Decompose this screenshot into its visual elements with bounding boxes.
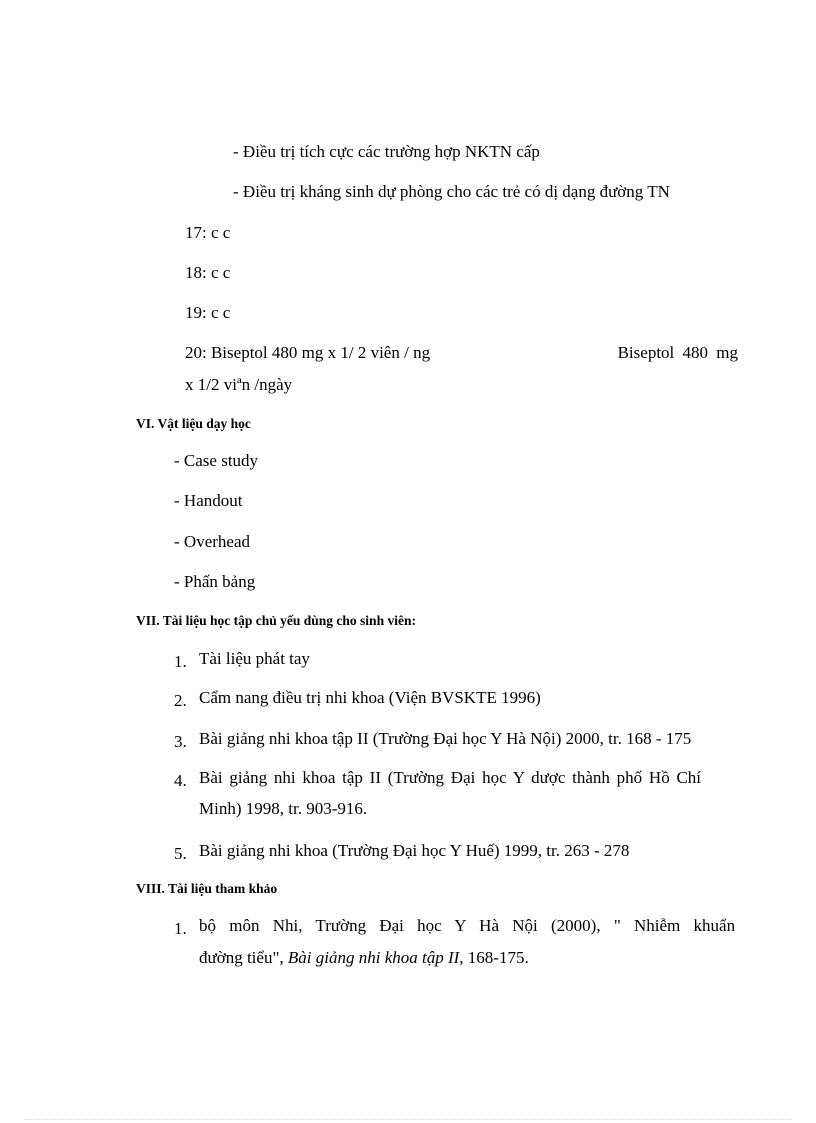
list-text: Bài giảng nhi khoa tập II (Trường Đại học Y dược thành phố Hồ Chí xyxy=(199,768,702,787)
list-number: 3. xyxy=(174,732,187,751)
section-8-item xyxy=(174,915,199,940)
answer-17: 17: c c xyxy=(185,223,231,242)
section-7-item xyxy=(174,648,310,673)
section-6-item: - Overhead xyxy=(174,532,250,551)
answer-20-left: 20: Biseptol 480 mg x 1/ 2 viên / ng xyxy=(185,343,431,362)
section-7-item xyxy=(174,687,541,712)
answer-20-row xyxy=(185,342,738,364)
list-text: Bài giảng nhi khoa (Trường Đại học Y Huế) 1999, tr. 263 - 278 xyxy=(199,841,630,860)
reference-line-2 xyxy=(199,947,529,969)
section-7-item xyxy=(174,728,691,753)
section-7-heading: VII. Tài liệu học tập chủ yếu dùng cho sinh viên: xyxy=(136,613,416,628)
answer-19: 19: c c xyxy=(185,303,231,322)
list-number: 1. xyxy=(174,652,187,671)
section-6-item: - Handout xyxy=(174,491,243,510)
reference-book-title: Bài giảng nhi khoa tập II xyxy=(287,948,460,967)
answer-18: 18: c c xyxy=(185,263,231,282)
reference-suffix: , 168-175. xyxy=(459,948,529,967)
section-7-item xyxy=(174,840,629,865)
treatment-line-2: - Điều trị kháng sinh dự phòng cho các trẻ có dị dạng đường TN xyxy=(233,182,670,201)
reference-line-1 xyxy=(199,915,738,937)
reference-prefix: đường tiểu", xyxy=(199,948,288,967)
page-bottom-divider xyxy=(24,1119,792,1120)
list-number: 2. xyxy=(174,691,187,710)
list-text: Cẩm nang điều trị nhi khoa (Viện BVSKTE 1996) xyxy=(199,688,541,707)
section-7-item-continuation: Minh) 1998, tr. 903-916. xyxy=(199,799,368,818)
section-6-item: - Case study xyxy=(174,451,259,470)
list-text: Bài giảng nhi khoa tập II (Trường Đại học Y Hà Nội) 2000, tr. 168 - 175 xyxy=(199,729,692,748)
list-number: 1. xyxy=(174,919,187,938)
reference-text: bộ môn Nhi, Trường Đại học Y Hà Nội (2000), " Nhiễm khuẩn xyxy=(199,916,736,935)
section-8-heading: VIII. Tài liệu tham khảo xyxy=(136,881,278,896)
list-number: 5. xyxy=(174,844,187,863)
answer-20-right: Biseptol 480 mg xyxy=(617,343,738,362)
answer-20-continuation: x 1/2 viªn /ngày xyxy=(185,375,293,394)
treatment-line-1: - Điều trị tích cực các trường hợp NKTN cấp xyxy=(233,142,540,161)
list-text: Tài liệu phát tay xyxy=(199,649,310,668)
section-7-item xyxy=(174,767,738,792)
list-number: 4. xyxy=(174,771,187,790)
section-6-item: - Phấn bảng xyxy=(174,572,256,591)
section-6-heading: VI. Vật liệu dạy học xyxy=(136,416,251,431)
